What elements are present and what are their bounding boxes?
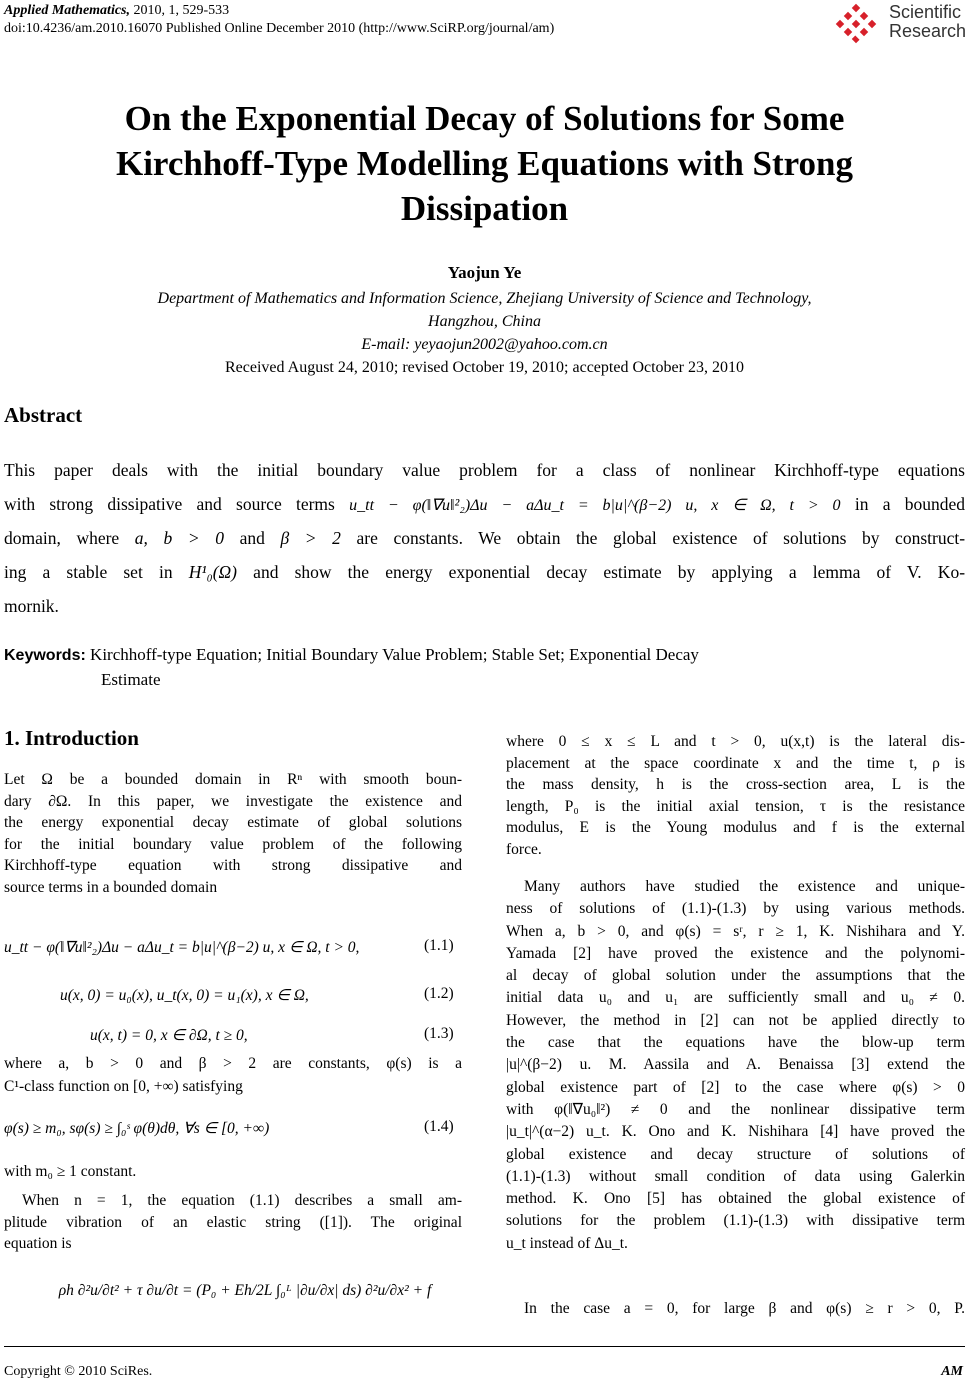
introduction-heading: 1. Introduction — [4, 726, 139, 750]
string-vibration-equation: ρh ∂²u/∂t² + τ ∂u/∂t = (P₀ + Eh/2L ∫₀ᴸ |∂u/∂x| ds) ∂²u/∂x² + f — [58, 1282, 432, 1299]
where-line-1: where a, b > 0 and β > 2 are constants, φ(s) is a — [4, 1055, 462, 1072]
email-address: : yeyaojun2002@yahoo.com.cn — [404, 336, 608, 353]
journal-volume: 2010, 1, 529-533 — [130, 3, 230, 18]
intro-left-paragraph-1: Let Ω be a bounded domain in Rⁿ with smooth boun- dary ∂Ω. In this paper, we investigate the existence and the energy exponential decay estimate of global solutions for the initial boundary value problem of the following Kirchhoff-type equation with strong dissipative and source terms in a bounded domain — [4, 771, 462, 896]
scirp-logo-icon — [833, 3, 885, 45]
article-title: On the Exponential Decay of Solutions for Some Kirchhoff-Type Modelling Equations with Strong Dissipation — [115, 99, 854, 228]
equation-1-1-number: (1.1) — [424, 937, 454, 954]
equation-1-2-number: (1.2) — [424, 985, 454, 1002]
journal-abbreviation: AM — [941, 1364, 963, 1379]
intro-right-paragraph-1: where 0 ≤ x ≤ L and t > 0, u(x,t) is the lateral dis- placement at the space coordinate x and the time t, ρ is the mass density, h is the cross-section area, L is the length, P₀ is the initial axial tension, τ is the resistance modulus, E is the Young modulus and f is the external force. — [506, 733, 965, 858]
equation-1-1: u_tt − φ(‖∇u‖²₂)Δu − aΔu_t = b|u|^(β−2) u, x ∈ Ω, t > 0, — [4, 939, 360, 956]
abstract-equation: u_tt − φ(‖∇u‖²₂)Δu − aΔu_t = b|u|^(β−2) u, x ∈ Ω, t > 0 — [349, 497, 841, 514]
equation-1-2: u(x, 0) = u₀(x), u_t(x, 0) = u₁(x), x ∈ Ω, — [60, 987, 309, 1004]
publisher-logo — [833, 2, 967, 45]
with-constant: with m₀ ≥ 1 constant. — [4, 1163, 137, 1180]
abstract-line-1: This paper deals with the initial boundary value problem for a class of nonlinear Kirchhoff-type equations — [4, 460, 965, 480]
copyright: Copyright © 2010 SciRes. — [4, 1364, 153, 1379]
email-line: E-mail: yeyaojun2002@yahoo.com.cn — [361, 336, 608, 353]
abstract-line-5: mornik. — [4, 596, 59, 616]
abstract-line-3: domain, where a, b > 0 and β > 2 are constants. We obtain the global existence of solutions by construct- — [4, 528, 966, 548]
received-line: Received August 24, 2010; revised October 19, 2010; accepted October 23, 2010 — [225, 359, 744, 376]
author-name: Yaojun Ye — [447, 263, 522, 282]
keywords-label: Keywords: — [4, 647, 86, 664]
abstract-line-4: ing a stable set in H¹₀(Ω) and show the energy exponential decay estimate by applying a lemma of V. Ko- — [4, 562, 966, 582]
where-line-2: C¹-class function on [0, +∞) satisfying — [4, 1078, 243, 1095]
equation-1-4-number: (1.4) — [424, 1118, 454, 1135]
footer-rule — [4, 1346, 965, 1347]
equation-1-4: φ(s) ≥ m₀, sφ(s) ≥ ∫₀ˢ φ(θ)dθ, ∀s ∈ [0, +∞) — [4, 1120, 270, 1137]
abstract-heading: Abstract — [4, 403, 83, 427]
abstract-line-2: with strong dissipative and source terms u_tt − φ(‖∇u‖²₂)Δu − aΔu_t = b|u|^(β−2) u, x ∈ Ω, t > 0 in a bounded — [4, 494, 966, 514]
keywords-text: Kirchhoff-type Equation; Initial Boundary Value Problem; Stable Set; Exponential Decay — [90, 645, 699, 664]
equation-1-3: u(x, t) = 0, x ∈ ∂Ω, t ≥ 0, — [90, 1027, 248, 1044]
journal-header — [4, 2, 229, 19]
intro-right-paragraph-2: Many authors have studied the existence and unique- ness of solutions of (1.1)-(1.3) by using various methods. When a, b > 0, and φ(s) = sʳ, r ≥ 1, K. Nishihara and Y. Yamada [2] have proved the existence and the polynomi- al decay of global solution under the assumptions that the initial data u₀ and u₁ are sufficiently small and u₀ ≠ 0. However, the method in [2] can not be applied directly to the case that the equations have the blow-up term |u|^(β−2) u. M. Aassila and A. Benaissa [3] extend the global existence part of [2] to the case where φ(s) > 0 with φ(‖∇u₀‖²) ≠ 0 and the nonlinear dissipative term |u_t|^(α−2) u_t. K. Ono and K. Nishihara [4] have proved the global existence and decay structure of solutions of (1.1)-(1.3) without small condition of data using Galerkin method. K. Ono [5] has obtained the global existence of solutions for the problem (1.1)-(1.3) with dissipative term u_t instead of Δu_t. — [506, 878, 965, 1252]
equation-1-3-number: (1.3) — [424, 1025, 454, 1042]
publisher-name: Scientific Research — [889, 2, 967, 41]
journal-name: Applied Mathematics, — [4, 3, 130, 18]
doi-line: doi:10.4236/am.2010.16070 Published Online December 2010 (http://www.SciRP.org/journal/am) — [4, 21, 555, 36]
affiliation: Department of Mathematics and Information Science, Zhejiang University of Science and Technology, Hangzhou, China — [157, 290, 812, 330]
intro-left-paragraph-2: When n = 1, the equation (1.1) describes a small am- plitude vibration of an elastic string ([1]). The original equation is — [4, 1192, 462, 1253]
intro-right-paragraph-3: In the case a = 0, for large β and φ(s) ≥ r > 0, P. — [524, 1300, 965, 1317]
keywords: Keywords: Kirchhoff-type Equation; Initial Boundary Value Problem; Stable Set; Exponential Decay Estimate — [4, 645, 699, 689]
